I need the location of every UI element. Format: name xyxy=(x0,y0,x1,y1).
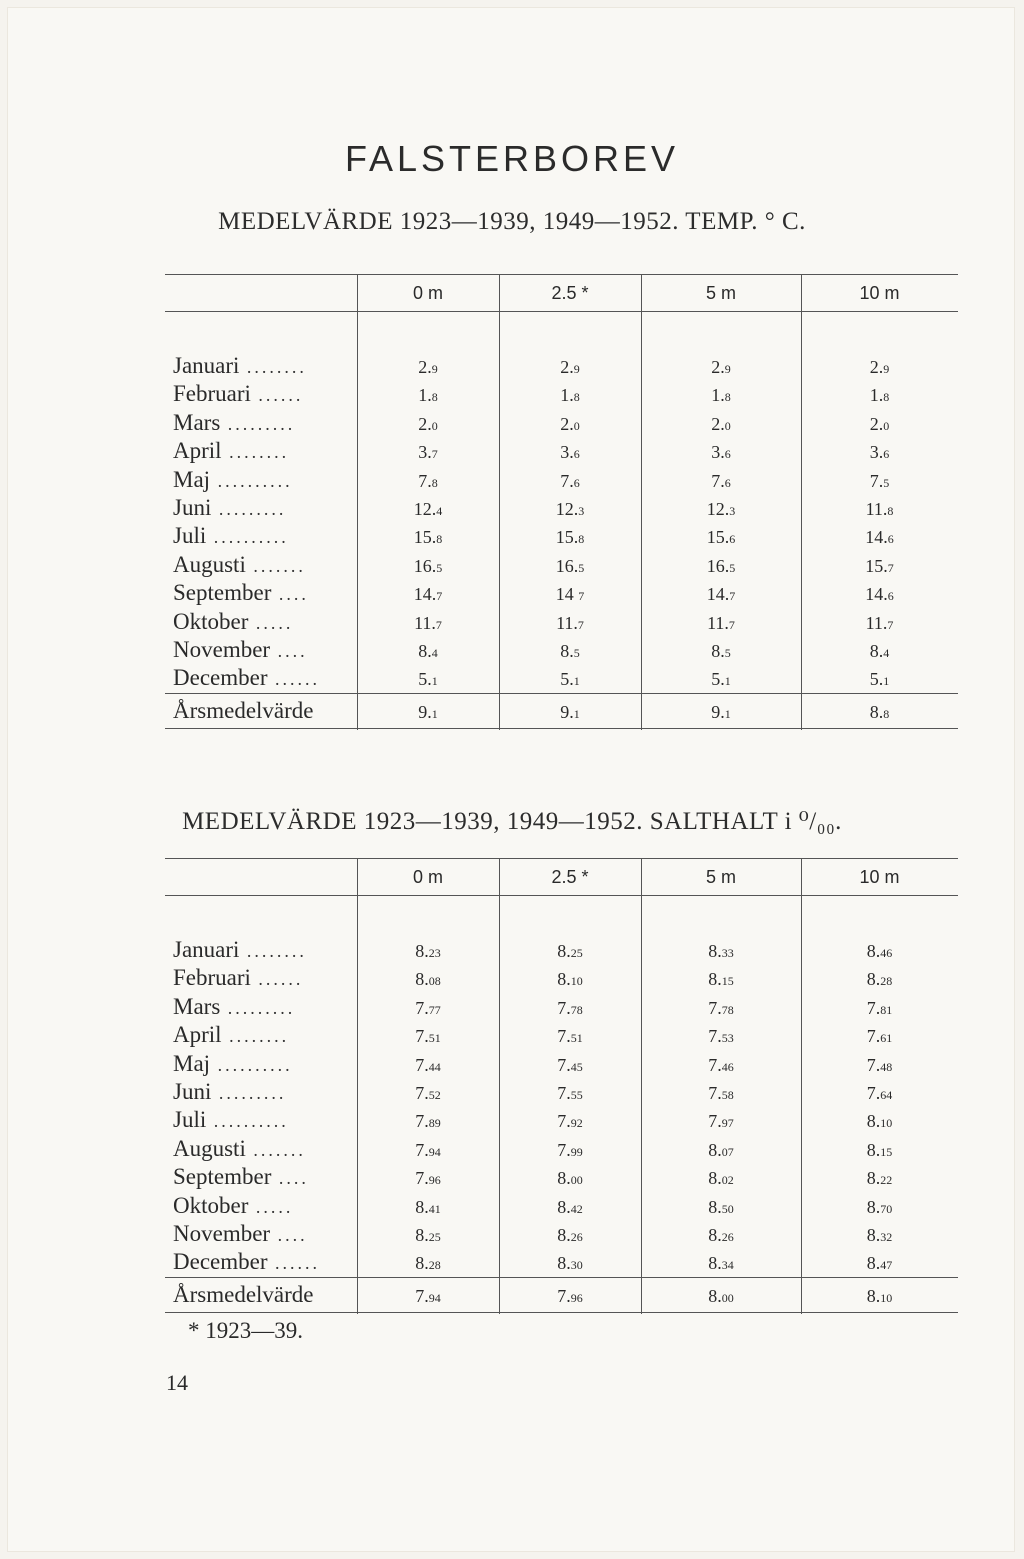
table-cell: 2.0 xyxy=(560,413,580,434)
table-cell: 12.3 xyxy=(555,498,585,519)
column-divider xyxy=(499,859,500,1314)
row-label: September .... xyxy=(173,1164,309,1190)
table-row xyxy=(165,1135,958,1163)
table-cell: 8.10 xyxy=(557,969,583,990)
table-cell: 12.3 xyxy=(706,498,736,519)
table-cell: 7.89 xyxy=(415,1111,441,1132)
table-cell: 11.7 xyxy=(556,612,584,633)
table-cell: 7.96 xyxy=(415,1168,441,1189)
table-row xyxy=(165,380,958,408)
table-cell: 2.9 xyxy=(418,357,438,377)
column-divider xyxy=(801,275,802,730)
table-cell: 7.94 xyxy=(415,1139,441,1160)
table-cell: 2.0 xyxy=(869,413,890,434)
table-row xyxy=(165,964,958,992)
column-divider xyxy=(641,275,642,730)
table-cell: 8.34 xyxy=(708,1253,734,1274)
table-row xyxy=(165,1248,958,1276)
annual-mean-row xyxy=(165,693,958,729)
page-number: 14 xyxy=(166,1370,188,1395)
table-row xyxy=(165,551,958,579)
table-cell: 16.5 xyxy=(706,555,736,576)
annual-mean-cell: 9.1 xyxy=(418,701,438,722)
table-cell: 7.5 xyxy=(869,470,890,491)
table-cell: 1.8 xyxy=(418,385,438,406)
table-row xyxy=(165,522,958,550)
table-row xyxy=(165,1050,958,1078)
annual-mean-cell: 7.96 xyxy=(557,1285,583,1306)
table-row xyxy=(165,1106,958,1134)
table-cell: 7.78 xyxy=(708,997,734,1018)
table-cell: 2.9 xyxy=(560,357,580,377)
row-label: December ...... xyxy=(173,665,320,691)
table-row xyxy=(165,1021,958,1049)
row-label: April ........ xyxy=(173,1022,290,1048)
salinity-table xyxy=(165,858,958,1313)
table-cell: 7.53 xyxy=(708,1026,734,1047)
table-header xyxy=(165,275,958,312)
table-row xyxy=(165,608,958,636)
row-label: Augusti ....... xyxy=(173,551,306,577)
table-cell: 15.7 xyxy=(865,555,894,576)
column-header: 0 m xyxy=(412,283,443,303)
table-row xyxy=(165,494,958,522)
table-cell: 12.4 xyxy=(413,498,443,519)
table-cell: 11.7 xyxy=(707,612,735,633)
table-cell: 8.5 xyxy=(560,640,580,661)
page-title: FALSTERBOREV xyxy=(344,138,680,179)
table-cell: 8.32 xyxy=(866,1224,893,1245)
table-cell: 8.70 xyxy=(866,1196,893,1217)
table-cell: 8.15 xyxy=(866,1139,893,1160)
annual-mean-cell: 7.94 xyxy=(415,1285,441,1306)
salinity-subtitle: MEDELVÄRDE 1923—1939, 1949—1952. SALTHALT i ⁰/₀₀. xyxy=(182,808,842,835)
row-label: Oktober ..... xyxy=(173,1192,294,1218)
table-cell: 11.7 xyxy=(414,612,442,633)
table-cell: 7.52 xyxy=(415,1082,441,1103)
table-cell: 7.8 xyxy=(418,470,438,491)
temperature-table xyxy=(165,274,958,729)
row-label: April ........ xyxy=(173,438,290,464)
temperature-subtitle: MEDELVÄRDE 1923—1939, 1949—1952. TEMP. ° C. xyxy=(218,208,806,235)
annual-mean-cell: 9.1 xyxy=(560,701,580,722)
table-cell: 7.97 xyxy=(708,1111,734,1132)
table-cell: 11.8 xyxy=(865,498,894,519)
table-cell: 15.8 xyxy=(413,527,443,548)
table-cell: 7.78 xyxy=(557,997,583,1018)
row-label: November .... xyxy=(173,636,308,662)
row-label: Oktober ..... xyxy=(173,608,294,634)
table-cell: 8.5 xyxy=(711,640,731,661)
table-cell: 3.6 xyxy=(711,442,731,463)
row-label: Juli .......... xyxy=(173,1107,289,1133)
table-cell: 8.28 xyxy=(866,969,893,990)
table-cell: 16.5 xyxy=(413,555,443,576)
annual-mean-label: Årsmedelvärde xyxy=(173,1281,314,1307)
row-label: Maj .......... xyxy=(173,466,293,492)
table-cell: 7.51 xyxy=(415,1026,441,1047)
column-header: 0 m xyxy=(412,867,443,887)
table-cell: 7.61 xyxy=(866,1026,893,1047)
table-cell: 14.7 xyxy=(413,584,443,605)
table-row xyxy=(165,466,958,494)
table-cell: 14.6 xyxy=(865,527,894,548)
table-row xyxy=(165,1192,958,1220)
table-cell: 7.81 xyxy=(866,997,893,1018)
annual-mean-cell: 8.00 xyxy=(708,1285,734,1306)
table-cell: 2.0 xyxy=(711,413,731,434)
table-cell: 8.15 xyxy=(708,969,734,990)
table-cell: 3.6 xyxy=(560,442,580,463)
table-row xyxy=(165,579,958,607)
table-cell: 7.51 xyxy=(557,1026,583,1047)
row-label: Maj .......... xyxy=(173,1050,293,1076)
table-cell: 8.47 xyxy=(866,1253,893,1274)
table-cell: 3.6 xyxy=(869,442,890,463)
table-cell: 8.22 xyxy=(866,1168,893,1189)
table-cell: 15.6 xyxy=(706,527,736,548)
row-label: Juni ......... xyxy=(173,1078,287,1104)
row-label: Juli .......... xyxy=(173,523,289,549)
table-cell: 8.23 xyxy=(415,941,441,961)
table-cell: 7.99 xyxy=(557,1139,583,1160)
table-row xyxy=(165,1078,958,1106)
annual-mean-label: Årsmedelvärde xyxy=(173,697,314,723)
row-label: December ...... xyxy=(173,1249,320,1275)
table-cell: 7.6 xyxy=(711,470,731,491)
row-label: Januari ........ xyxy=(173,353,307,378)
table-row xyxy=(165,936,958,964)
table-cell: 7.77 xyxy=(415,997,441,1018)
table-cell: 8.10 xyxy=(866,1111,893,1132)
table-cell: 16.5 xyxy=(555,555,585,576)
row-label: Juni ......... xyxy=(173,494,287,520)
table-cell: 8.08 xyxy=(415,969,441,990)
table-cell: 8.25 xyxy=(415,1224,441,1245)
row-label: Mars ......... xyxy=(173,409,296,435)
table-cell: 8.02 xyxy=(708,1168,734,1189)
table-row xyxy=(165,636,958,664)
table-cell: 8.26 xyxy=(708,1224,734,1245)
page-sheet xyxy=(8,8,1014,1551)
column-divider xyxy=(801,859,802,1314)
table-cell: 7.92 xyxy=(557,1111,583,1132)
table-cell: 7.58 xyxy=(708,1082,734,1103)
table-cell: 8.4 xyxy=(418,640,438,661)
table-cell: 8.25 xyxy=(557,941,583,961)
table-cell: 2.9 xyxy=(711,357,731,377)
annual-mean-cell: 8.8 xyxy=(869,701,890,722)
table-cell: 1.8 xyxy=(869,385,890,406)
table-row xyxy=(165,437,958,465)
column-divider xyxy=(641,859,642,1314)
row-label: Januari ........ xyxy=(173,937,307,962)
table-cell: 8.41 xyxy=(415,1196,441,1217)
table-cell: 8.07 xyxy=(708,1139,734,1160)
annual-mean-row xyxy=(165,1277,958,1313)
column-divider xyxy=(357,859,358,1314)
table-cell: 3.7 xyxy=(418,442,438,463)
column-header: 10 m xyxy=(859,283,900,303)
column-header: 5 m xyxy=(705,867,736,887)
column-divider xyxy=(357,275,358,730)
table-cell: 5.1 xyxy=(711,669,731,690)
table-cell: 8.28 xyxy=(415,1253,441,1274)
table-cell: 7.46 xyxy=(708,1054,734,1075)
table-cell: 7.55 xyxy=(557,1082,583,1103)
table-cell: 14.6 xyxy=(865,584,894,605)
table-cell: 8.4 xyxy=(869,640,890,661)
row-label: November .... xyxy=(173,1220,308,1246)
table-cell: 7.45 xyxy=(557,1054,583,1075)
table-cell: 8.50 xyxy=(708,1196,734,1217)
row-label: Februari ...... xyxy=(173,381,304,407)
table-row xyxy=(165,409,958,437)
row-label: Augusti ....... xyxy=(173,1135,306,1161)
column-header: 10 m xyxy=(859,867,900,887)
table-cell: 7.44 xyxy=(415,1054,441,1075)
annual-mean-cell: 9.1 xyxy=(711,701,731,722)
table-cell: 8.46 xyxy=(866,941,893,961)
table-row xyxy=(165,1220,958,1248)
table-cell: 5.1 xyxy=(418,669,438,690)
table-cell: 8.42 xyxy=(557,1196,583,1217)
table-header xyxy=(165,859,958,896)
table-cell: 7.48 xyxy=(866,1054,893,1075)
table-cell: 7.6 xyxy=(560,470,580,491)
table-cell: 8.33 xyxy=(708,941,734,961)
table-row xyxy=(165,1163,958,1191)
table-cell: 2.0 xyxy=(418,413,438,434)
table-row xyxy=(165,993,958,1021)
table-cell: 14.7 xyxy=(706,584,736,605)
table-cell: 15.8 xyxy=(555,527,585,548)
table-row xyxy=(165,664,958,692)
row-label: Februari ...... xyxy=(173,965,304,991)
table-cell: 14 7 xyxy=(555,584,585,605)
table-cell: 7.64 xyxy=(866,1082,893,1103)
table-row xyxy=(165,352,958,380)
table-cell: 8.00 xyxy=(557,1168,583,1189)
table-cell: 8.26 xyxy=(557,1224,583,1245)
table-cell: 11.7 xyxy=(865,612,894,633)
column-header: 2.5 * xyxy=(551,283,589,303)
table-cell: 8.30 xyxy=(557,1253,583,1274)
column-header: 5 m xyxy=(705,283,736,303)
table-cell: 2.9 xyxy=(869,357,890,377)
footnote: * 1923—39. xyxy=(188,1318,303,1343)
annual-mean-cell: 8.10 xyxy=(866,1285,893,1306)
table-cell: 5.1 xyxy=(560,669,580,690)
table-cell: 5.1 xyxy=(869,669,890,690)
column-header: 2.5 * xyxy=(551,867,589,887)
row-label: Mars ......... xyxy=(173,993,296,1019)
column-divider xyxy=(499,275,500,730)
table-cell: 1.8 xyxy=(560,385,580,406)
row-label: September .... xyxy=(173,580,309,606)
table-cell: 1.8 xyxy=(711,385,731,406)
